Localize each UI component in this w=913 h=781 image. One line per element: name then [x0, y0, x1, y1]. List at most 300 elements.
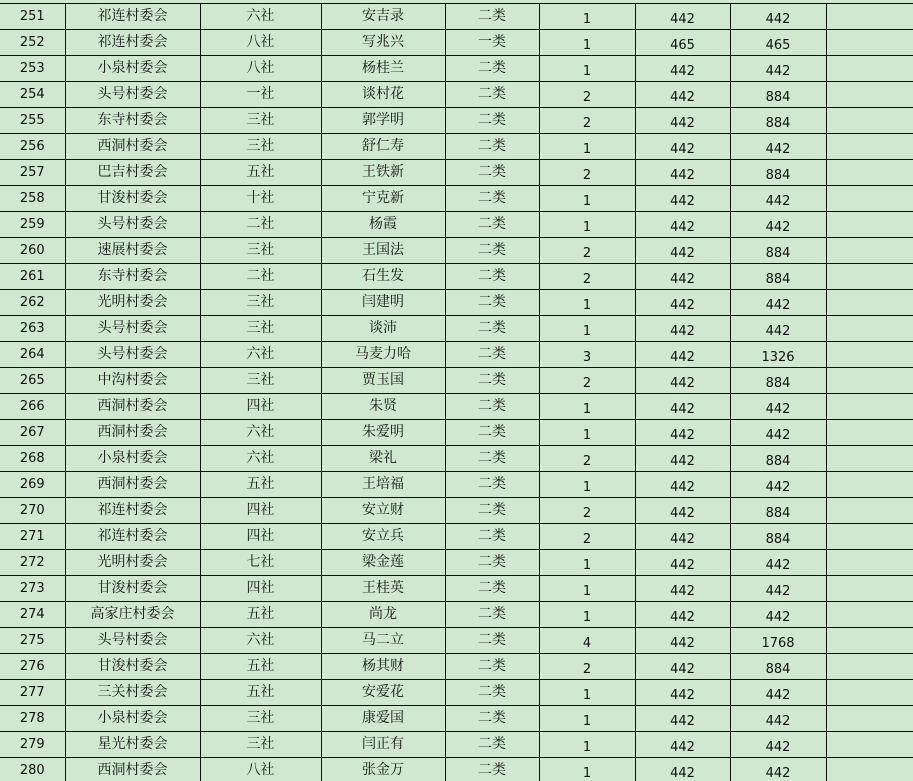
cell-amount[interactable]: 884	[730, 238, 826, 264]
cell-standard[interactable]: 442	[635, 498, 730, 524]
cell-remark[interactable]	[826, 134, 913, 160]
cell-name[interactable]: 朱贤	[321, 394, 445, 420]
cell-category[interactable]: 二类	[445, 4, 539, 30]
cell-standard[interactable]: 442	[635, 290, 730, 316]
cell-village[interactable]: 甘浚村委会	[65, 654, 200, 680]
cell-count[interactable]: 1	[539, 212, 635, 238]
cell-category[interactable]: 二类	[445, 628, 539, 654]
cell-village[interactable]: 东寺村委会	[65, 108, 200, 134]
table-row	[0, 56, 913, 82]
cell-category[interactable]: 二类	[445, 82, 539, 108]
cell-standard[interactable]: 442	[635, 550, 730, 576]
cell-standard[interactable]: 442	[635, 446, 730, 472]
cell-category[interactable]: 二类	[445, 368, 539, 394]
cell-count[interactable]: 2	[539, 82, 635, 108]
cell-name[interactable]: 闫建明	[321, 290, 445, 316]
cell-amount[interactable]: 442	[730, 680, 826, 706]
table-row	[0, 576, 913, 602]
cell-remark[interactable]	[826, 316, 913, 342]
cell-category[interactable]: 二类	[445, 732, 539, 758]
cell-count[interactable]: 1	[539, 290, 635, 316]
cell-remark[interactable]	[826, 732, 913, 758]
table-row	[0, 446, 913, 472]
cell-seq[interactable]: 276	[0, 654, 65, 680]
cell-village[interactable]: 西洞村委会	[65, 394, 200, 420]
cell-remark[interactable]	[826, 576, 913, 602]
cell-remark[interactable]	[826, 706, 913, 732]
cell-name[interactable]: 安立兵	[321, 524, 445, 550]
table-row	[0, 524, 913, 550]
cell-name[interactable]: 王培福	[321, 472, 445, 498]
cell-village[interactable]: 祁连村委会	[65, 524, 200, 550]
cell-count[interactable]: 1	[539, 4, 635, 30]
cell-group[interactable]: 五社	[200, 472, 321, 498]
cell-group[interactable]: 四社	[200, 576, 321, 602]
cell-standard[interactable]: 442	[635, 602, 730, 628]
cell-name[interactable]: 王桂英	[321, 576, 445, 602]
cell-village[interactable]: 小泉村委会	[65, 446, 200, 472]
cell-name[interactable]: 张金万	[321, 758, 445, 781]
cell-village[interactable]: 甘浚村委会	[65, 186, 200, 212]
table-row	[0, 160, 913, 186]
cell-remark[interactable]	[826, 368, 913, 394]
cell-name[interactable]: 安立财	[321, 498, 445, 524]
cell-name[interactable]: 谈沛	[321, 316, 445, 342]
table-row	[0, 394, 913, 420]
cell-group[interactable]: 三社	[200, 134, 321, 160]
cell-seq[interactable]: 279	[0, 732, 65, 758]
cell-count[interactable]: 1	[539, 732, 635, 758]
cell-category[interactable]: 二类	[445, 654, 539, 680]
cell-group[interactable]: 三社	[200, 238, 321, 264]
cell-name[interactable]: 安吉录	[321, 4, 445, 30]
table-row	[0, 134, 913, 160]
cell-amount[interactable]: 884	[730, 82, 826, 108]
cell-standard[interactable]: 442	[635, 342, 730, 368]
cell-category[interactable]: 二类	[445, 576, 539, 602]
cell-category[interactable]: 二类	[445, 420, 539, 446]
cell-seq[interactable]: 262	[0, 290, 65, 316]
cell-name[interactable]: 梁金莲	[321, 550, 445, 576]
cell-group[interactable]: 五社	[200, 160, 321, 186]
cell-amount[interactable]: 884	[730, 654, 826, 680]
table-row	[0, 472, 913, 498]
cell-standard[interactable]: 442	[635, 420, 730, 446]
cell-group[interactable]: 六社	[200, 446, 321, 472]
cell-count[interactable]: 1	[539, 680, 635, 706]
cell-remark[interactable]	[826, 498, 913, 524]
table-row	[0, 4, 913, 30]
cell-amount[interactable]: 884	[730, 446, 826, 472]
cell-count[interactable]: 1	[539, 30, 635, 56]
cell-name[interactable]: 王铁新	[321, 160, 445, 186]
cell-count[interactable]: 1	[539, 420, 635, 446]
cell-seq[interactable]: 271	[0, 524, 65, 550]
table-row	[0, 316, 913, 342]
cell-remark[interactable]	[826, 420, 913, 446]
cell-group[interactable]: 六社	[200, 4, 321, 30]
cell-remark[interactable]	[826, 108, 913, 134]
cell-village[interactable]: 东寺村委会	[65, 264, 200, 290]
cell-name[interactable]: 尚龙	[321, 602, 445, 628]
cell-amount[interactable]: 884	[730, 108, 826, 134]
table-row	[0, 680, 913, 706]
cell-standard[interactable]: 442	[635, 108, 730, 134]
cell-count[interactable]: 2	[539, 108, 635, 134]
cell-seq[interactable]: 252	[0, 30, 65, 56]
cell-group[interactable]: 二社	[200, 264, 321, 290]
cell-amount[interactable]: 465	[730, 30, 826, 56]
cell-amount[interactable]: 442	[730, 576, 826, 602]
cell-count[interactable]: 1	[539, 316, 635, 342]
cell-seq[interactable]: 251	[0, 4, 65, 30]
cell-seq[interactable]: 278	[0, 706, 65, 732]
cell-standard[interactable]: 442	[635, 238, 730, 264]
cell-amount[interactable]: 442	[730, 212, 826, 238]
cell-seq[interactable]: 263	[0, 316, 65, 342]
cell-remark[interactable]	[826, 186, 913, 212]
cell-amount[interactable]: 442	[730, 186, 826, 212]
cell-count[interactable]: 2	[539, 524, 635, 550]
cell-standard[interactable]: 442	[635, 732, 730, 758]
cell-seq[interactable]: 265	[0, 368, 65, 394]
cell-seq[interactable]: 254	[0, 82, 65, 108]
cell-name[interactable]: 朱爱明	[321, 420, 445, 446]
cell-village[interactable]: 祁连村委会	[65, 498, 200, 524]
cell-village[interactable]: 祁连村委会	[65, 30, 200, 56]
cell-category[interactable]: 二类	[445, 134, 539, 160]
cell-seq[interactable]: 264	[0, 342, 65, 368]
cell-village[interactable]: 三关村委会	[65, 680, 200, 706]
cell-village[interactable]: 高家庄村委会	[65, 602, 200, 628]
cell-category[interactable]: 二类	[445, 758, 539, 781]
cell-standard[interactable]: 442	[635, 134, 730, 160]
cell-amount[interactable]: 442	[730, 4, 826, 30]
cell-count[interactable]: 1	[539, 472, 635, 498]
cell-count[interactable]: 1	[539, 134, 635, 160]
cell-village[interactable]: 头号村委会	[65, 82, 200, 108]
cell-category[interactable]: 一类	[445, 30, 539, 56]
cell-count[interactable]: 1	[539, 394, 635, 420]
cell-seq[interactable]: 267	[0, 420, 65, 446]
cell-village[interactable]: 西洞村委会	[65, 134, 200, 160]
cell-standard[interactable]: 465	[635, 30, 730, 56]
cell-village[interactable]: 小泉村委会	[65, 706, 200, 732]
cell-remark[interactable]	[826, 30, 913, 56]
cell-village[interactable]: 头号村委会	[65, 628, 200, 654]
cell-category[interactable]: 二类	[445, 186, 539, 212]
cell-count[interactable]: 2	[539, 160, 635, 186]
cell-name[interactable]: 杨其财	[321, 654, 445, 680]
cell-standard[interactable]: 442	[635, 524, 730, 550]
cell-group[interactable]: 四社	[200, 394, 321, 420]
table-row	[0, 342, 913, 368]
cell-name[interactable]: 马麦力哈	[321, 342, 445, 368]
cell-village[interactable]: 小泉村委会	[65, 56, 200, 82]
cell-category[interactable]: 二类	[445, 524, 539, 550]
cell-village[interactable]: 西洞村委会	[65, 758, 200, 781]
cell-category[interactable]: 二类	[445, 446, 539, 472]
cell-name[interactable]: 王国法	[321, 238, 445, 264]
cell-count[interactable]: 1	[539, 186, 635, 212]
cell-name[interactable]: 谈村花	[321, 82, 445, 108]
cell-name[interactable]: 写兆兴	[321, 30, 445, 56]
cell-count[interactable]: 2	[539, 264, 635, 290]
cell-remark[interactable]	[826, 602, 913, 628]
table-row	[0, 30, 913, 56]
cell-count[interactable]: 2	[539, 238, 635, 264]
cell-remark[interactable]	[826, 524, 913, 550]
cell-standard[interactable]: 442	[635, 4, 730, 30]
cell-remark[interactable]	[826, 654, 913, 680]
table-row	[0, 732, 913, 758]
cell-name[interactable]: 杨桂兰	[321, 56, 445, 82]
cell-village[interactable]: 头号村委会	[65, 316, 200, 342]
cell-seq[interactable]: 269	[0, 472, 65, 498]
cell-group[interactable]: 四社	[200, 498, 321, 524]
cell-amount[interactable]: 1326	[730, 342, 826, 368]
cell-standard[interactable]: 442	[635, 628, 730, 654]
cell-standard[interactable]: 442	[635, 212, 730, 238]
cell-count[interactable]: 1	[539, 706, 635, 732]
cell-seq[interactable]: 273	[0, 576, 65, 602]
cell-remark[interactable]	[826, 342, 913, 368]
cell-group[interactable]: 六社	[200, 342, 321, 368]
cell-standard[interactable]: 442	[635, 186, 730, 212]
cell-amount[interactable]: 884	[730, 498, 826, 524]
cell-amount[interactable]: 884	[730, 264, 826, 290]
table-row	[0, 82, 913, 108]
cell-remark[interactable]	[826, 82, 913, 108]
cell-standard[interactable]: 442	[635, 654, 730, 680]
cell-group[interactable]: 三社	[200, 706, 321, 732]
cell-remark[interactable]	[826, 160, 913, 186]
cell-remark[interactable]	[826, 264, 913, 290]
cell-standard[interactable]: 442	[635, 316, 730, 342]
cell-seq[interactable]: 272	[0, 550, 65, 576]
cell-seq[interactable]: 270	[0, 498, 65, 524]
cell-village[interactable]: 祁连村委会	[65, 4, 200, 30]
cell-amount[interactable]: 442	[730, 758, 826, 781]
cell-name[interactable]: 舒仁寿	[321, 134, 445, 160]
cell-amount[interactable]: 884	[730, 368, 826, 394]
cell-remark[interactable]	[826, 290, 913, 316]
cell-standard[interactable]: 442	[635, 160, 730, 186]
cell-village[interactable]: 头号村委会	[65, 212, 200, 238]
cell-remark[interactable]	[826, 394, 913, 420]
table-row	[0, 420, 913, 446]
cell-amount[interactable]: 442	[730, 706, 826, 732]
cell-amount[interactable]: 442	[730, 316, 826, 342]
cell-seq[interactable]: 257	[0, 160, 65, 186]
cell-remark[interactable]	[826, 680, 913, 706]
cell-category[interactable]: 二类	[445, 472, 539, 498]
cell-category[interactable]: 二类	[445, 108, 539, 134]
cell-seq[interactable]: 268	[0, 446, 65, 472]
cell-standard[interactable]: 442	[635, 680, 730, 706]
cell-count[interactable]: 1	[539, 56, 635, 82]
cell-group[interactable]: 八社	[200, 56, 321, 82]
cell-amount[interactable]: 442	[730, 602, 826, 628]
cell-seq[interactable]: 266	[0, 394, 65, 420]
cell-category[interactable]: 二类	[445, 342, 539, 368]
cell-remark[interactable]	[826, 628, 913, 654]
cell-group[interactable]: 三社	[200, 368, 321, 394]
table-row	[0, 706, 913, 732]
cell-remark[interactable]	[826, 238, 913, 264]
table-row	[0, 108, 913, 134]
cell-village[interactable]: 西洞村委会	[65, 420, 200, 446]
cell-amount[interactable]: 884	[730, 160, 826, 186]
cell-name[interactable]: 杨霞	[321, 212, 445, 238]
cell-standard[interactable]: 442	[635, 706, 730, 732]
cell-standard[interactable]: 442	[635, 56, 730, 82]
cell-seq[interactable]: 260	[0, 238, 65, 264]
cell-count[interactable]: 2	[539, 446, 635, 472]
cell-category[interactable]: 二类	[445, 238, 539, 264]
cell-seq[interactable]: 256	[0, 134, 65, 160]
cell-village[interactable]: 光明村委会	[65, 550, 200, 576]
cell-name[interactable]: 宁克新	[321, 186, 445, 212]
cell-category[interactable]: 二类	[445, 602, 539, 628]
table-row	[0, 290, 913, 316]
cell-name[interactable]: 郭学明	[321, 108, 445, 134]
cell-group[interactable]: 六社	[200, 420, 321, 446]
cell-seq[interactable]: 261	[0, 264, 65, 290]
table-row	[0, 498, 913, 524]
cell-amount[interactable]: 442	[730, 290, 826, 316]
table-row	[0, 602, 913, 628]
cell-count[interactable]: 1	[539, 758, 635, 781]
cell-seq[interactable]: 259	[0, 212, 65, 238]
cell-count[interactable]: 2	[539, 368, 635, 394]
cell-seq[interactable]: 275	[0, 628, 65, 654]
data-table	[0, 3, 913, 781]
cell-standard[interactable]: 442	[635, 82, 730, 108]
cell-count[interactable]: 4	[539, 628, 635, 654]
cell-remark[interactable]	[826, 472, 913, 498]
table-row	[0, 628, 913, 654]
cell-count[interactable]: 2	[539, 498, 635, 524]
cell-category[interactable]: 二类	[445, 56, 539, 82]
cell-category[interactable]: 二类	[445, 680, 539, 706]
cell-name[interactable]: 安爱花	[321, 680, 445, 706]
cell-name[interactable]: 石生发	[321, 264, 445, 290]
cell-village[interactable]: 中沟村委会	[65, 368, 200, 394]
cell-category[interactable]: 二类	[445, 160, 539, 186]
cell-village[interactable]: 甘浚村委会	[65, 576, 200, 602]
cell-group[interactable]: 六社	[200, 628, 321, 654]
cell-remark[interactable]	[826, 56, 913, 82]
cell-seq[interactable]: 280	[0, 758, 65, 781]
cell-village[interactable]: 光明村委会	[65, 290, 200, 316]
table-row	[0, 238, 913, 264]
cell-remark[interactable]	[826, 758, 913, 781]
cell-seq[interactable]: 255	[0, 108, 65, 134]
cell-amount[interactable]: 884	[730, 524, 826, 550]
cell-group[interactable]: 一社	[200, 82, 321, 108]
cell-category[interactable]: 二类	[445, 212, 539, 238]
cell-name[interactable]: 梁礼	[321, 446, 445, 472]
cell-amount[interactable]: 442	[730, 732, 826, 758]
cell-amount[interactable]: 442	[730, 420, 826, 446]
cell-amount[interactable]: 442	[730, 56, 826, 82]
cell-count[interactable]: 1	[539, 550, 635, 576]
cell-category[interactable]: 二类	[445, 498, 539, 524]
cell-group[interactable]: 三社	[200, 316, 321, 342]
cell-amount[interactable]: 442	[730, 394, 826, 420]
cell-name[interactable]: 闫正有	[321, 732, 445, 758]
cell-group[interactable]: 十社	[200, 186, 321, 212]
cell-group[interactable]: 八社	[200, 30, 321, 56]
cell-standard[interactable]: 442	[635, 368, 730, 394]
cell-group[interactable]: 四社	[200, 524, 321, 550]
cell-group[interactable]: 二社	[200, 212, 321, 238]
cell-village[interactable]: 头号村委会	[65, 342, 200, 368]
cell-name[interactable]: 康爱国	[321, 706, 445, 732]
cell-seq[interactable]: 258	[0, 186, 65, 212]
table-row	[0, 758, 913, 781]
cell-group[interactable]: 八社	[200, 758, 321, 781]
cell-group[interactable]: 七社	[200, 550, 321, 576]
cell-standard[interactable]: 442	[635, 264, 730, 290]
table-row	[0, 212, 913, 238]
cell-standard[interactable]: 442	[635, 758, 730, 781]
cell-remark[interactable]	[826, 4, 913, 30]
cell-village[interactable]: 星光村委会	[65, 732, 200, 758]
cell-amount[interactable]: 1768	[730, 628, 826, 654]
cell-standard[interactable]: 442	[635, 576, 730, 602]
cell-category[interactable]: 二类	[445, 264, 539, 290]
table-row	[0, 186, 913, 212]
cell-category[interactable]: 二类	[445, 706, 539, 732]
cell-category[interactable]: 二类	[445, 394, 539, 420]
cell-standard[interactable]: 442	[635, 394, 730, 420]
table-row	[0, 654, 913, 680]
cell-group[interactable]: 三社	[200, 290, 321, 316]
cell-group[interactable]: 五社	[200, 680, 321, 706]
table-row	[0, 264, 913, 290]
cell-category[interactable]: 二类	[445, 290, 539, 316]
cell-seq[interactable]: 274	[0, 602, 65, 628]
cell-amount[interactable]: 442	[730, 134, 826, 160]
cell-name[interactable]: 马二立	[321, 628, 445, 654]
cell-category[interactable]: 二类	[445, 550, 539, 576]
cell-group[interactable]: 五社	[200, 654, 321, 680]
table-body	[0, 4, 913, 781]
cell-amount[interactable]: 442	[730, 472, 826, 498]
cell-seq[interactable]: 253	[0, 56, 65, 82]
cell-standard[interactable]: 442	[635, 472, 730, 498]
cell-remark[interactable]	[826, 550, 913, 576]
cell-group[interactable]: 五社	[200, 602, 321, 628]
cell-name[interactable]: 贾玉国	[321, 368, 445, 394]
cell-category[interactable]: 二类	[445, 316, 539, 342]
cell-remark[interactable]	[826, 446, 913, 472]
cell-count[interactable]: 2	[539, 654, 635, 680]
cell-group[interactable]: 三社	[200, 732, 321, 758]
cell-count[interactable]: 3	[539, 342, 635, 368]
cell-seq[interactable]: 277	[0, 680, 65, 706]
cell-count[interactable]: 1	[539, 602, 635, 628]
cell-village[interactable]: 巴吉村委会	[65, 160, 200, 186]
cell-village[interactable]: 速展村委会	[65, 238, 200, 264]
cell-group[interactable]: 三社	[200, 108, 321, 134]
cell-count[interactable]: 1	[539, 576, 635, 602]
cell-remark[interactable]	[826, 212, 913, 238]
cell-amount[interactable]: 442	[730, 550, 826, 576]
cell-village[interactable]: 西洞村委会	[65, 472, 200, 498]
